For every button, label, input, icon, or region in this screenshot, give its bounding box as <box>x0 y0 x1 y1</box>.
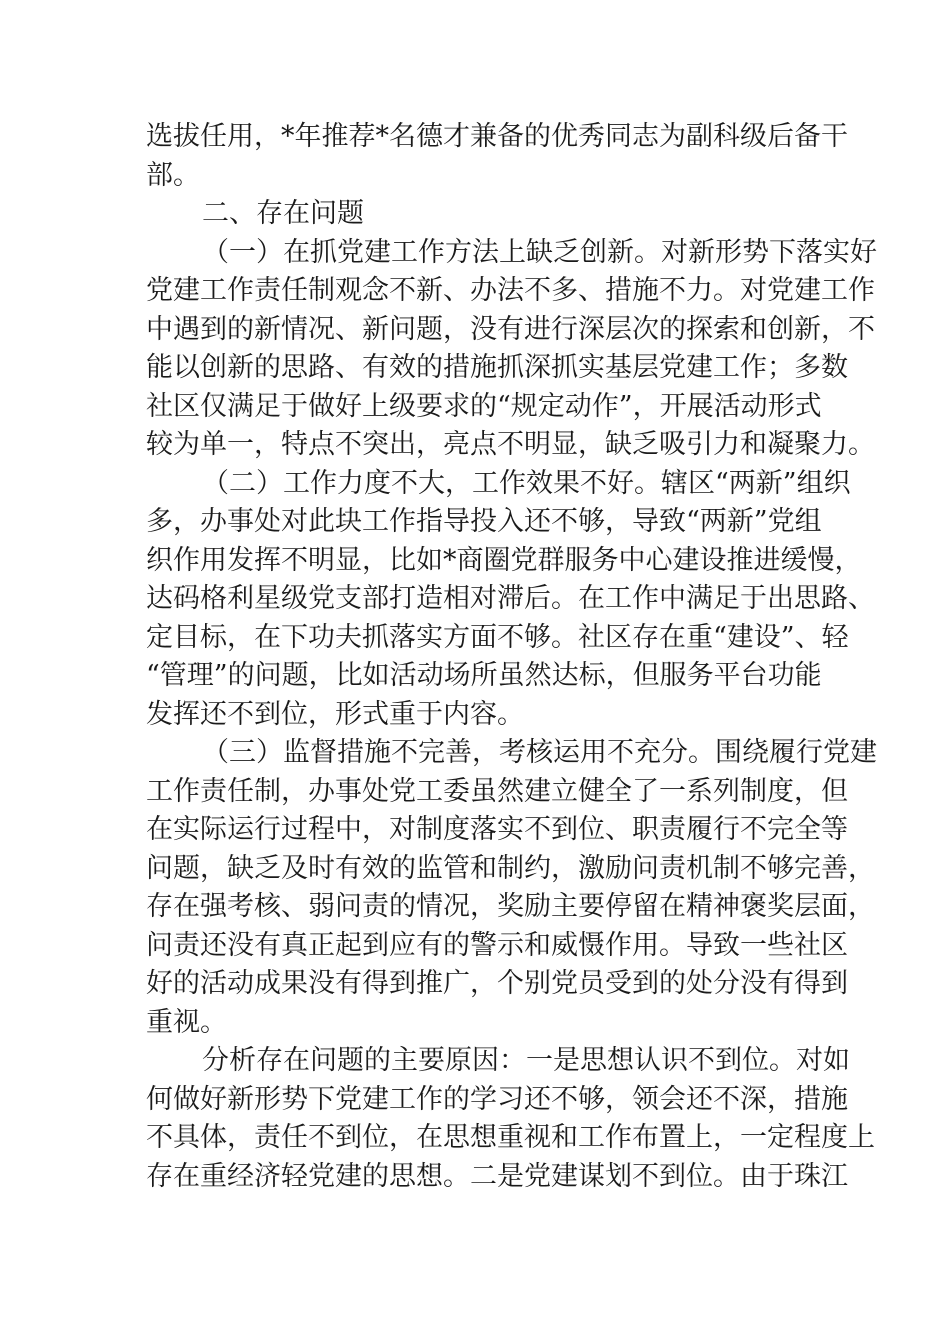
text-line: 能以创新的思路、有效的措施抓深抓实基层党建工作；多数 <box>146 352 848 383</box>
text-line: 中遇到的新情况、新问题，没有进行深层次的探索和创新，不 <box>146 313 875 345</box>
text-line: 存在强考核、弱问责的情况，奖励主要停留在精神褒奖层面， <box>146 891 875 922</box>
text-line: 发挥还不到位，形式重于内容。 <box>146 698 524 730</box>
document-body <box>146 118 877 1196</box>
text-line: （一）在抓党建工作方法上缺乏创新。对新形势下落实好 <box>202 236 877 268</box>
text-line: 在实际运行过程中，对制度落实不到位、职责履行不完全等 <box>146 814 848 845</box>
text-line: 何做好新形势下党建工作的学习还不够，领会还不深，措施 <box>146 1083 848 1115</box>
text-line: 重视。 <box>146 1006 227 1038</box>
text-line: 工作责任制，办事处党工委虽然建立健全了一系列制度，但 <box>146 775 848 807</box>
text-line: 织作用发挥不明显，比如*商圈党群服务中心建设推进缓慢， <box>146 544 862 576</box>
text-line: 问题，缺乏及时有效的监管和制约，激励问责机制不够完善， <box>146 852 875 884</box>
text-line: “管理”的问题，比如活动场所虽然达标，但服务平台功能 <box>146 660 822 691</box>
text-line: （三）监督措施不完善，考核运用不充分。围绕履行党建 <box>202 737 877 768</box>
section-heading: 二、存在问题 <box>202 198 364 229</box>
text-line: 存在重经济轻党建的思想。二是党建谋划不到位。由于珠江 <box>146 1160 848 1192</box>
text-line: 不具体，责任不到位，在思想重视和工作布置上，一定程度上 <box>146 1122 875 1153</box>
text-line: 社区仅满足于做好上级要求的“规定动作”，开展活动形式 <box>146 390 822 422</box>
text-line: 问责还没有真正起到应有的警示和威慑作用。导致一些社区 <box>146 929 848 961</box>
text-line: 部。 <box>146 159 200 191</box>
text-line: 定目标，在下功夫抓落实方面不够。社区存在重“建设”、轻 <box>146 621 849 653</box>
text-line: （二）工作力度不大，工作效果不好。辖区“两新”组织 <box>202 467 851 499</box>
text-line: 分析存在问题的主要原因：一是思想认识不到位。对如 <box>202 1045 850 1076</box>
text-line: 多，办事处对此块工作指导投入还不够，导致“两新”党组 <box>146 506 822 537</box>
text-line: 党建工作责任制观念不新、办法不多、措施不力。对党建工作 <box>146 275 875 306</box>
text-line: 达码格利星级党支部打造相对滞后。在工作中满足于出思路、 <box>146 583 875 614</box>
text-line: 选拔任用，*年推荐*名德才兼备的优秀同志为副科级后备干 <box>146 121 848 152</box>
text-line: 好的活动成果没有得到推广，个别党员受到的处分没有得到 <box>146 968 848 999</box>
text-line: 较为单一，特点不突出，亮点不明显，缺乏吸引力和凝聚力。 <box>146 429 875 460</box>
